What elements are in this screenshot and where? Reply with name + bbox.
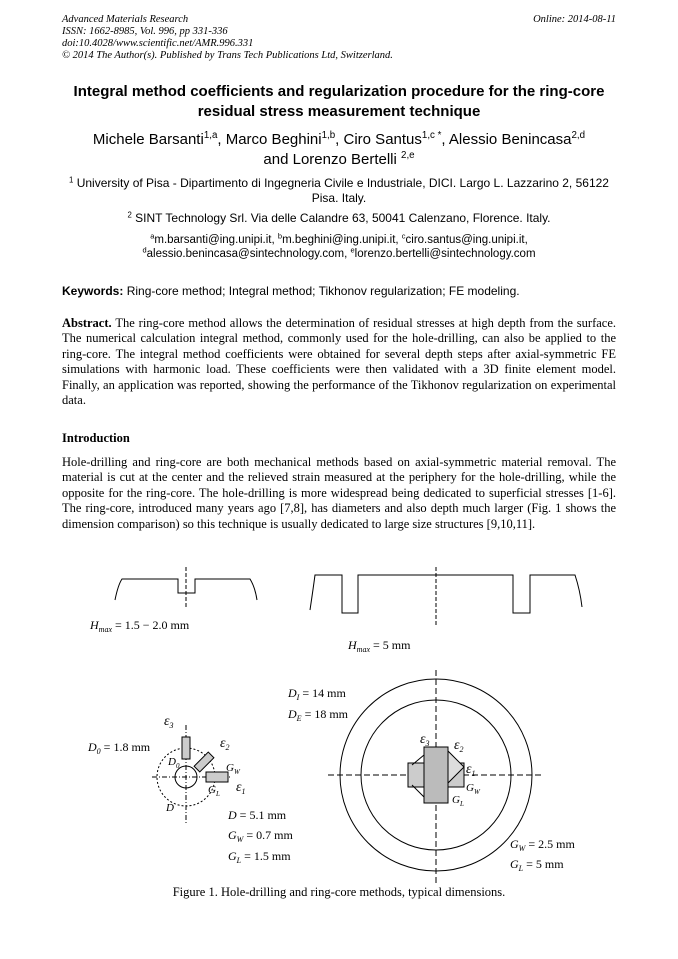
author-and: and: [263, 151, 289, 168]
author-name: Michele Barsanti: [92, 131, 204, 148]
issn: ISSN: 1662-8985, Vol. 996, pp 331-336: [62, 26, 228, 37]
abstract-label: Abstract.: [62, 316, 112, 330]
ring-di-label: $D_I = 14$ mm: [288, 686, 346, 702]
keywords: [62, 284, 616, 298]
hole-e3-label: $\varepsilon_3$: [164, 714, 174, 730]
author-affil: 1,b: [321, 130, 336, 142]
hole-e2-label: $\varepsilon_2$: [220, 736, 230, 752]
paper-title: Integral method coefficients and regularization procedure for the ring-core residual stress measurement technique: [73, 83, 605, 120]
affiliation-number: 2: [127, 210, 132, 220]
affiliation-2: [62, 211, 616, 226]
journal-name: Advanced Materials Research: [62, 14, 189, 25]
hole-d-mark: D: [166, 802, 174, 814]
keywords-label: Keywords:: [62, 284, 124, 298]
author-affil: 1,a: [203, 130, 218, 142]
author-name: Lorenzo Bertelli: [292, 151, 397, 168]
ring-e3-label: $\varepsilon_3$: [420, 732, 430, 748]
author-name: Alessio Benincasa: [448, 131, 572, 148]
abstract-text: The ring-core method allows the determination of residual stresses at high depth from the surface. The numerical calculation integral method, commonly used for the hole-drilling, can also be applied to the ring-core. The integral method coefficients were obtained for several depth steps after axial-symmetric FE simulations with harmonic load. These coefficients were then validated with a 3D finite element model. Finally, an application was reported, showing the performance of the Tikhonov regularization on experimental data.: [62, 316, 616, 408]
ring-gl-label: $G_L = 5$ mm: [510, 857, 564, 873]
ring-profile: [310, 575, 582, 613]
affiliation-text: SINT Technology Srl. Via delle Calandre 63, 50041 Calenzano, Florence. Italy.: [135, 211, 551, 225]
gauge-e3: [182, 737, 190, 759]
hole-gl-label: $G_L = 1.5$ mm: [228, 849, 291, 865]
ring-hmax-label: $H_{max} = 5$ mm: [348, 638, 411, 654]
doi: doi:10.4028/www.scientific.net/AMR.996.331: [62, 38, 254, 49]
hole-e1-label: $\varepsilon_1$: [236, 780, 246, 796]
hole-gw-mark: $G_W$: [226, 762, 240, 776]
email-sup: b: [277, 231, 283, 241]
author-affil: 2,d: [571, 130, 586, 142]
keywords-text: Ring-core method; Integral method; Tikhonov regularization; FE modeling.: [126, 284, 520, 298]
abstract: [62, 316, 616, 408]
email-list: $^a$m.barsanti@ing.unipi.it, $^b$m.beghini@ing.unipi.it, $^c$ciro.santus@ing.unipi.it, $^d$alessio.benincasa@sintechnology.com, $^e$lorenzo.bertelli@sintechnology.com: [142, 231, 536, 260]
affiliation-1: [62, 176, 616, 206]
email-sup: d: [142, 245, 147, 255]
hole-gl-mark: $G_L$: [208, 784, 220, 798]
online-date: Online: 2014-08-11: [533, 14, 616, 25]
gauge-e2: [194, 752, 214, 772]
ring-de-label: $D_E = 18$ mm: [288, 707, 348, 723]
running-header: [62, 14, 616, 62]
hole-d-label: D = 5.1 mm: [228, 808, 287, 822]
hole-hmax-label: $H_{max} = 1.5 - 2.0$ mm: [90, 618, 190, 634]
author-affil: 1,c *: [421, 130, 442, 142]
email-link[interactable]: m.barsanti@ing.unipi.it: [154, 234, 272, 246]
affiliation-text: University of Pisa - Dipartimento di Ingegneria Civile e Industriale, DICI. Largo L. Lazzarino 2, 56122 Pisa. Italy.: [76, 176, 609, 205]
email-sup: a: [150, 231, 155, 241]
ring-gw-mark: $G_W$: [466, 782, 480, 796]
introduction-text: Hole-drilling and ring-core are both mechanical methods based on axial-symmetric material removal. The material is cut at the center and the relieved strain measured at the periphery for the hole-drilling, while the opposite for the ring-core. The hole-drilling is more widespread being dedicated to superficial stresses [1-6]. The ring-core, introduced many years ago [7,8], has diameters and also depth much larger (Fig. 1 shows the dimension comparison) so this technique is usually dedicated to large size structures [9,10,11].: [62, 455, 616, 531]
figure-1: [60, 565, 620, 883]
email-link[interactable]: lorenzo.bertelli@sintechnology.com: [354, 247, 536, 260]
ring-gauge-e3: [424, 747, 448, 803]
author-affil: 2,e: [401, 150, 415, 162]
hole-d0-mark: $D_0$: [168, 756, 180, 770]
email-link[interactable]: alessio.benincasa@sintechnology.com: [146, 247, 345, 260]
hole-gw-label: $G_W = 0.7$ mm: [228, 828, 293, 844]
email-sup: e: [350, 245, 355, 255]
ring-e1-label: $\varepsilon_1$: [466, 762, 476, 778]
email-link[interactable]: ciro.santus@ing.unipi.it: [405, 234, 525, 246]
ring-gl-mark: $G_L$: [452, 794, 464, 808]
email-sup: c: [401, 231, 406, 241]
gauge-e1: [206, 772, 228, 782]
author-name: Ciro Santus: [343, 131, 422, 148]
affiliation-number: 1: [69, 175, 74, 185]
ring-gw-label: $G_W = 2.5$ mm: [510, 837, 575, 853]
email-link[interactable]: m.beghini@ing.unipi.it: [282, 234, 396, 246]
author-list: Michele Barsanti$^{1,a}$, Marco Beghini$^{1,b}$, Ciro Santus$^{1,c *}$, Alessio Benincasa$^{2,d}$ and Lorenzo Bertelli $^{2,e}$: [92, 130, 586, 168]
ring-e2-label: $\varepsilon_2$: [454, 738, 464, 754]
hole-d0-label: $D_0 = 1.8$ mm: [88, 740, 151, 756]
introduction-heading: Introduction: [62, 431, 130, 445]
author-name: Marco Beghini: [225, 131, 322, 148]
figure-caption: Figure 1. Hole-drilling and ring-core methods, typical dimensions.: [172, 885, 506, 899]
copyright: © 2014 The Author(s). Published by Trans Tech Publications Ltd, Switzerland.: [62, 50, 393, 61]
